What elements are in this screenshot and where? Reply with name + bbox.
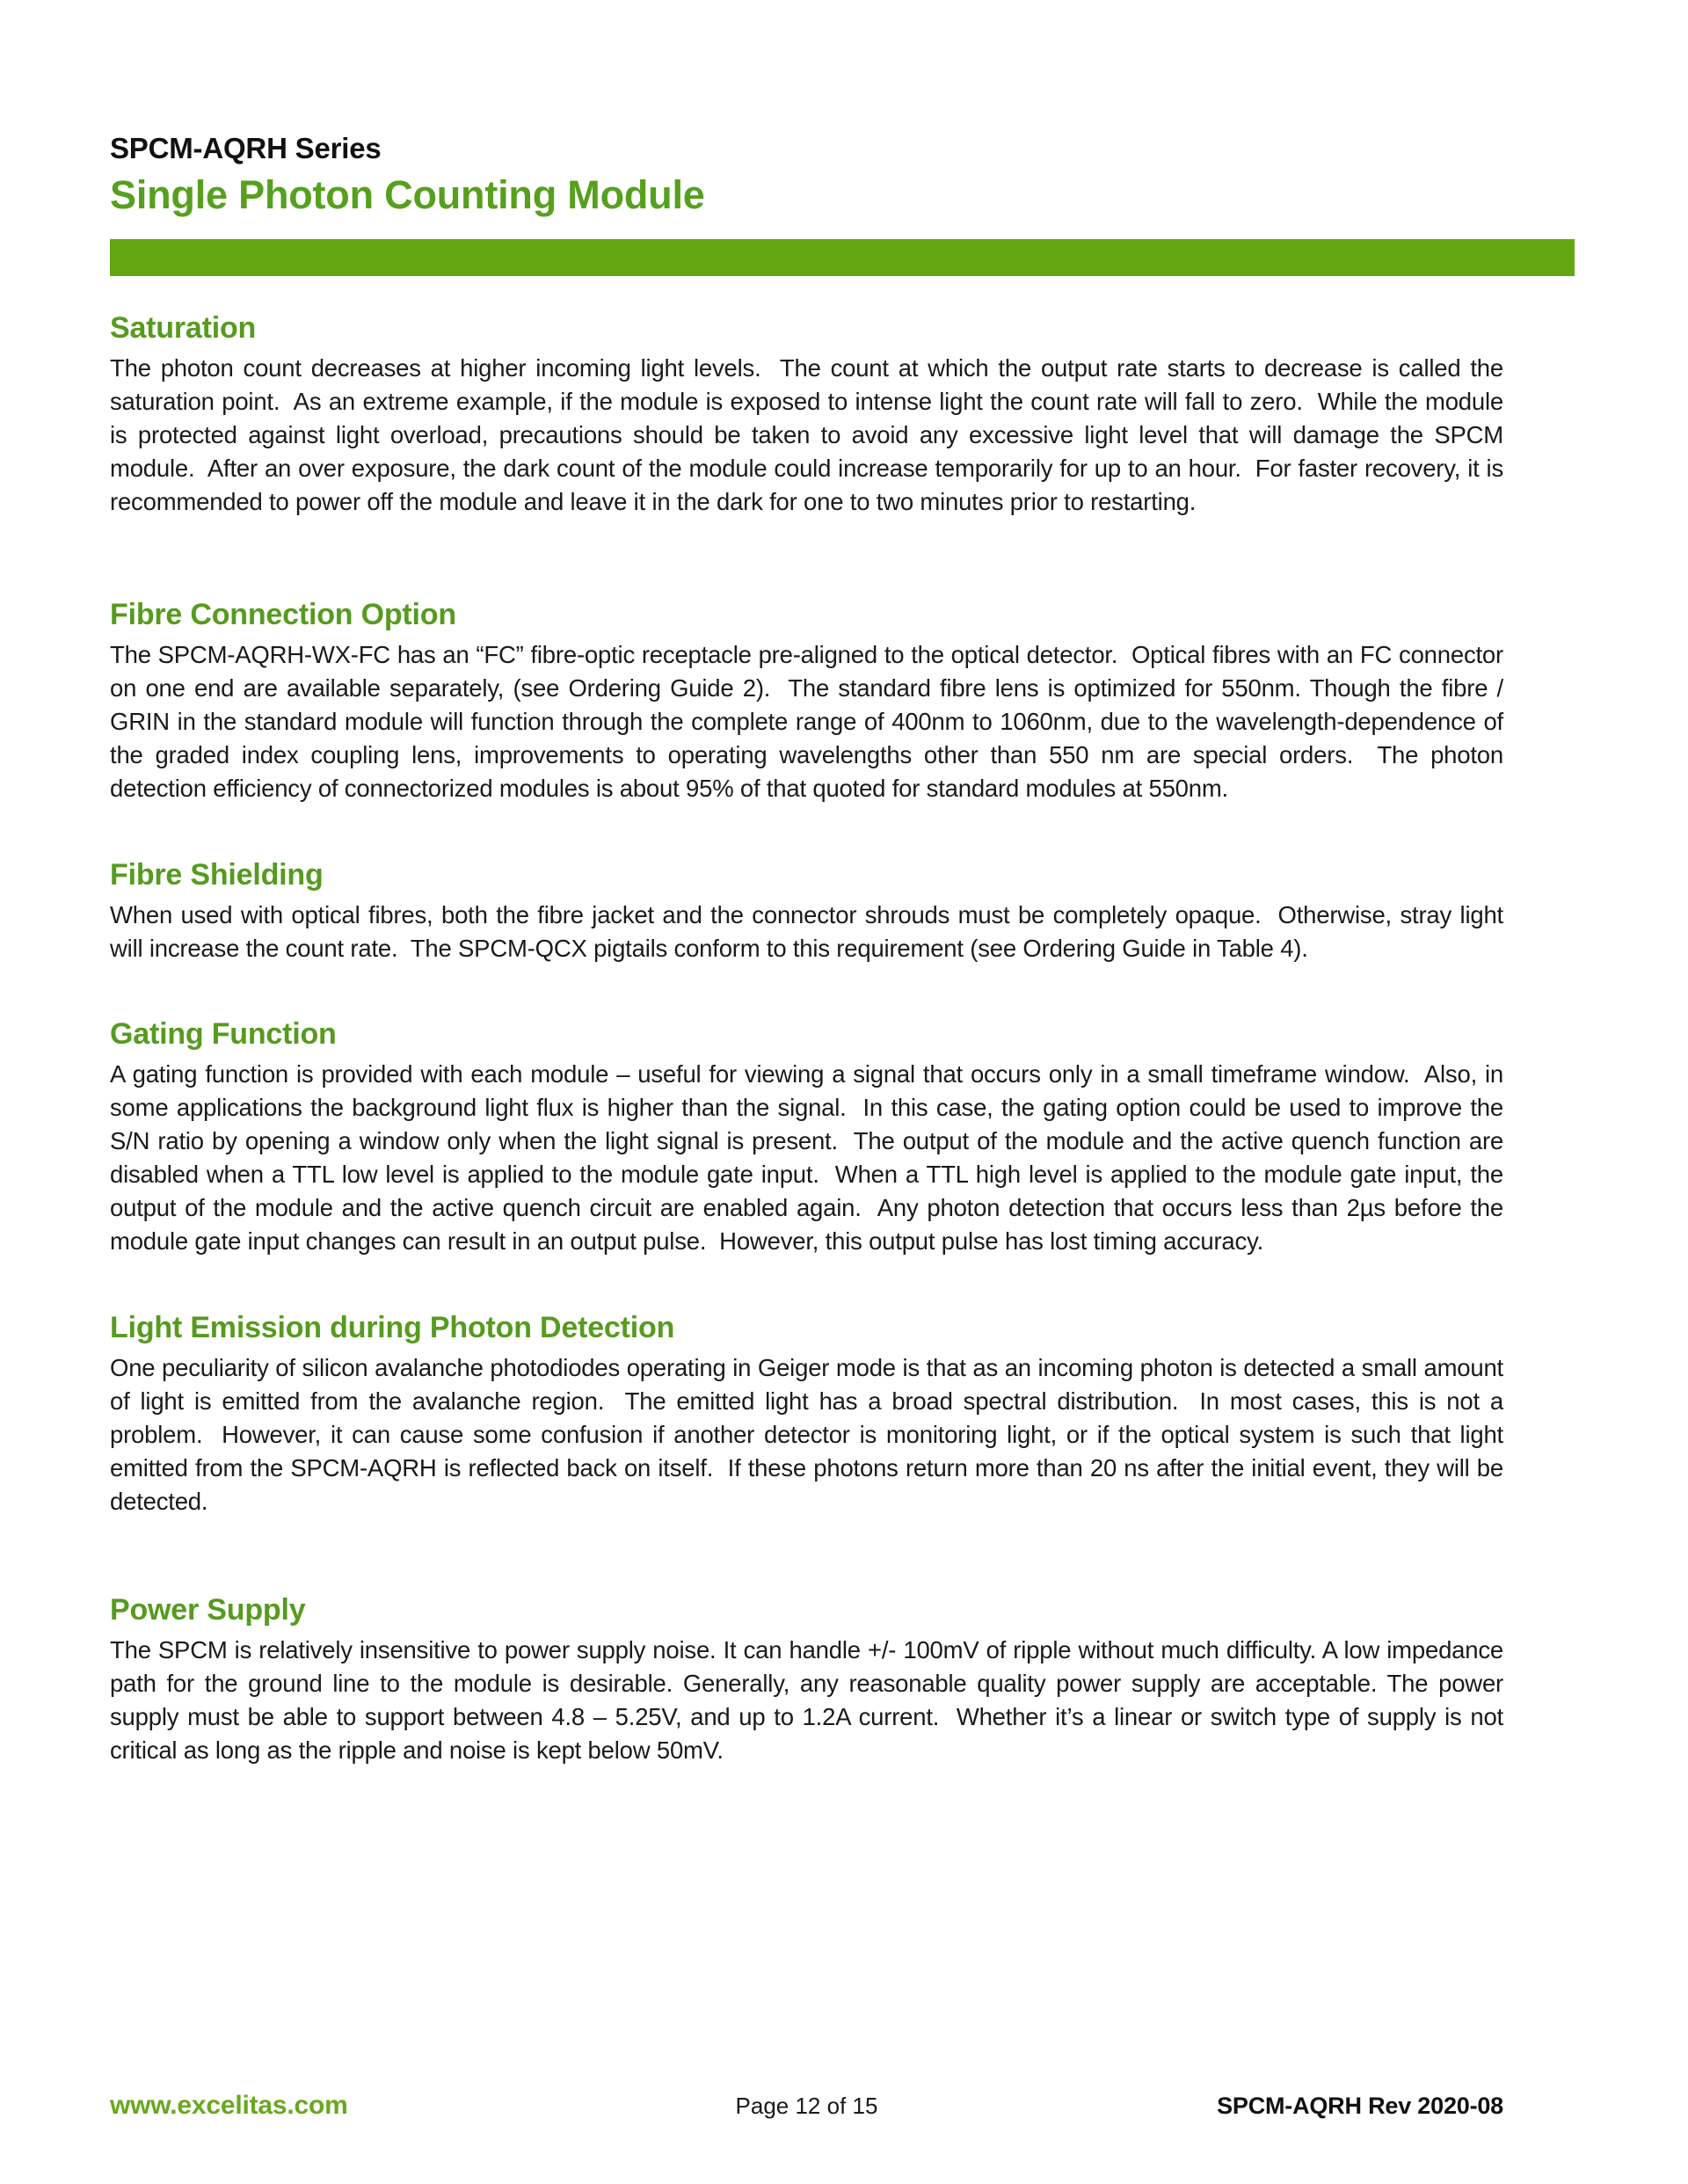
section-heading-fibre-connection-option: Fibre Connection Option [110, 598, 456, 631]
page-content [110, 132, 1510, 1767]
section-body-fibre-shielding: When used with optical fibres, both the fibre jacket and the connector shrouds must be completely opaque. Otherwise, stray light will increase the count rate. The SPCM-QCX pigtails conform to this requirement (see Ordering Guide in Table 4). [110, 901, 1510, 962]
section-heading-gating-function: Gating Function [110, 1017, 337, 1051]
section-power-supply [110, 1591, 1510, 1767]
section-heading-saturation: Saturation [110, 311, 257, 345]
section-saturation [110, 309, 1510, 519]
footer-page-number: Page 12 of 15 [735, 2093, 878, 2119]
section-body-saturation: The photon count decreases at higher incoming light levels. The count at which the output rate starts to decrease is called the saturation point. As an extreme example, if the module is exposed to intense light the count rate will fall to zero. While the module is protected against light overload, precautions should be taken to avoid any excessive light level that will damage the SPCM module. After an over exposure, the dark count of the module could increase temporarily for up to an hour. For faster recovery, it is recommended to power off the module and leave it in the dark for one to two minutes prior to restarting. [110, 354, 1510, 515]
page-title: Single Photon Counting Module [110, 172, 705, 217]
section-fibre-shielding [110, 856, 1510, 965]
section-heading-light-emission: Light Emission during Photon Detection [110, 1311, 675, 1344]
section-light-emission [110, 1309, 1510, 1518]
footer-revision: SPCM-AQRH Rev 2020-08 [1217, 2093, 1503, 2119]
section-body-gating-function: A gating function is provided with each module – useful for viewing a signal that occurs only in a small timeframe window. Also, in some applications the background light flux is higher than the signal. In this case, the gating option could be used to improve the S/N ratio by opening a window only when the light signal is present. The output of the module and the active quench function are disabled when a TTL low level is applied to the module gate input. When a TTL high level is applied to the module gate input, the output of the module and the active quench circuit are enabled again. Any photon detection that occurs less than 2µs before the module gate input changes can result in an output pulse. However, this output pulse has lost timing accuracy. [110, 1060, 1510, 1255]
section-body-light-emission: One peculiarity of silicon avalanche photodiodes operating in Geiger mode is that as an incoming photon is detected a small amount of light is emitted from the avalanche region. The emitted light has a broad spectral distribution. In most cases, this is not a problem. However, it can cause some confusion if another detector is monitoring light, or if the optical system is such that light emitted from the SPCM-AQRH is reflected back on itself. If these photons return more than 20 ns after the initial event, they will be detected. [110, 1354, 1510, 1515]
section-body-power-supply: The SPCM is relatively insensitive to power supply noise. It can handle +/- 100mV of ripple without much difficulty. A low impedance path for the ground line to the module is desirable. Generally, any reasonable quality power supply are acceptable. The power supply must be able to support between 4.8 – 5.25V, and up to 1.2A current. Whether it’s a linear or switch type of supply is not critical as long as the ripple and noise is kept below 50mV. [110, 1636, 1510, 1764]
section-body-fibre-connection-option: The SPCM-AQRH-WX-FC has an “FC” fibre-optic receptacle pre-aligned to the optical detector. Optical fibres with an FC connector on one end are available separately, (see Ordering Guide 2). The standard fibre lens is optimized for 550nm. Though the fibre / GRIN in the standard module will function through the complete range of 400nm to 1060nm, due to the wavelength-dependence of the graded index coupling lens, improvements to operating wavelengths other than 550 nm are special orders. The photon detection efficiency of connectorized modules is about 95% of that quoted for standard modules at 550nm. [110, 641, 1510, 802]
footer-website-link[interactable]: www.excelitas.com [110, 2091, 348, 2120]
series-title: SPCM-AQRH Series [110, 132, 382, 164]
section-heading-power-supply: Power Supply [110, 1593, 306, 1627]
section-heading-fibre-shielding: Fibre Shielding [110, 858, 324, 892]
section-fibre-connection-option [110, 596, 1510, 805]
section-gating-function [110, 1016, 1510, 1258]
header-accent-bar [110, 239, 1575, 276]
page-footer [110, 2091, 1503, 2121]
